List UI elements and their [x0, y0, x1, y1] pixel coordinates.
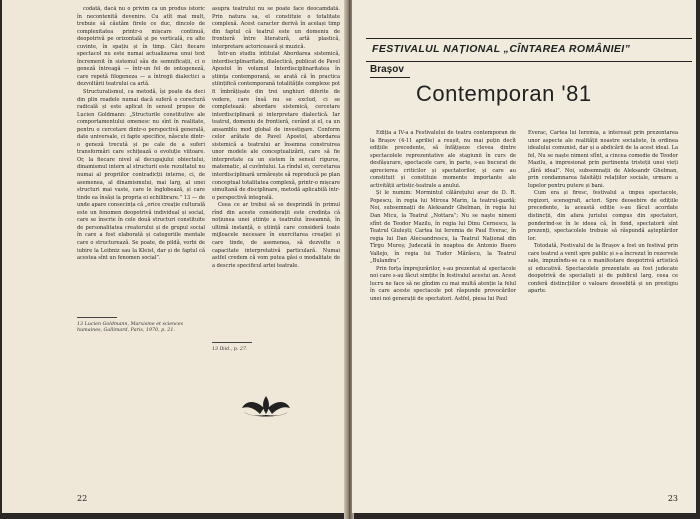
paragraph: Cum era și firesc, festivalul a impus spectacole, regizori, scenografi, actori. Spre deosebire de edițiile precedente, la această ediție s-au făcut acordate distincții, din afara juriului compus din spectatori, ponderind-se în le ideea că, în fond, spectatorii sînt prezenți, spectacolele trebuie să răspundă așteptărilor lor.	[528, 190, 678, 242]
right-column-1	[370, 130, 516, 500]
footnote: 13 Lucien Goldmann, Marxisme et sciences humaines, Gallimard, Paris, 1970, p. 21.	[77, 322, 184, 334]
paragraph: Everac, Cartea lui Ieremia, a interesat prin prezentarea unor aspecte ale realității noastre socialiste, în ordinea idealului comunist, dar și a abdicării de la acest ideal. La fel, Nu se naște nimeni sfînt, a cincea comedie de Teodor Mazilu, a impresionat prin pertinenta tristeții unei vieți „fără ideal”. Noi, subsemnații de Aleksandr Ghelman, prin condamnarea falsității relațiilor sociale, urmare a lupelor pentru putere și bani.	[528, 130, 678, 189]
paragraph: Totodată, Festivalul de la Brașov a fost un festival prin care teatrul a venit spre public și s-a încrezut în rezervele sale, impunîndu-se ca o manifestare deopotrivă artistică și educativă. Spectacolele prezentate au fost judecate deopotrivă de specialiști și de publicul larg, ceea ce conferă distincțiilor o valoare deosebită și un prestigiu aparte.	[528, 243, 678, 295]
left-column-1	[77, 6, 205, 306]
heading-rule	[370, 77, 410, 78]
page-number: 22	[77, 494, 88, 503]
right-column-2	[528, 130, 678, 500]
paragraph: Și le numim: Mormintul călărețului avar de D. R. Popescu, în regia lui Mircea Marin, la teatrul-gazdă; Noi, subsemnații de Aleksandr Ghelman, în regia lui Dan Micu, la Teatrul „Nottara”; Nu se naște nimeni sfînt de Teodor Mazilu, în regia lui Dinu Cernescu, la Teatrul Giulești; Cartea lui Ieremia de Paul Everac, în regia lui Dan Alecsandrescu, la Teatrul Național din Tîrgu Mureș; Judecată în noaptea de Antonio Buero Vallejo, în regia lui Tudor Mărăscu, la Teatrul „Bulandra”.	[370, 190, 516, 265]
paragraph: asupra teatrului nu se poate face deocamdată. Prin natura sa, el constituie o totalitate complexă. Acest caracter derivă în același timp din faptul că teatrul este un domeniu de frontieră între literatură, artă plastică, interpretare actoricească și muzică.	[212, 6, 340, 50]
footnote-rule	[77, 317, 117, 318]
city-heading: Brașov	[370, 64, 404, 75]
page-number: 23	[667, 494, 678, 503]
paragraph: Structuralismul, ca metodă, își poate da deci din plin roadele numai dacă suferă o corectură radicală și este aplicat în sensul propus de Lucien Goldmann: „Structurile constitutive ale comportamentului omenesc nu sînt în realitate, pentru o cercetare dintr-o perspectivă generală, date universale, ci fapte specifice, născute dintr-o geneză trecută și pe cale de a suferi transformări care schițează o evoluție viitoare. Or, la fiecare nivel al decupajului obiectului, dinamismul intern al structurii este rezultatul nu numai al propriilor contradicții interne, ci, de asemenea, al dinamismului, mai larg, al unei structuri mai vaste, care le înglobează, și care tinde ea însăși la propria ei echilibrare.” 13 — de unde apare consecința că „orice creație culturală este un fenomen deopotrivă individual și social, care se înscrie în cele două structuri constituite de personalitatea creatorului și de grupul social în care a fost elaborată și categoriile mentale care o structurează. Se poate, de pildă, vorbi de iubire la Leibniz sau la Kleist, dar și de faptul că acestea sînt un fenomen social”.	[77, 89, 205, 262]
right-page	[352, 0, 696, 513]
floral-ornament-icon	[238, 394, 294, 418]
left-page	[2, 0, 346, 513]
paragraph: Ediția a IV-a a Festivalului de teatru contemporan de la Brașov (4-11 aprilie) a reușit, nu mai puțin decît edițiile precedente, să înfățișeze clevea dintre spectacolele reprezentative ale stagiunii în curs de desfășurare, spectacole care, în parte, s-au bucurat de aprecierea criticilor și spectatorilor, și care au constituit și constituie momente importante ale activității artistic-teatrale a anului.	[370, 130, 516, 189]
footnote-rule	[212, 342, 252, 343]
festival-banner	[366, 38, 692, 62]
paragraph: Prin forța împrejurărilor, s-au prezentat al spectacole noi care s-au făcut simțite în festivalul acestui an. Acest lucru ne face să ne gîndim cu mai multă atenție la felul în care aceste spectacole pot răspunde provocărilor unei noi generații de spectatori. Astfel, piesa lui Paul	[370, 265, 516, 303]
banner-title: FESTIVALUL NAȚIONAL „CÎNTAREA ROMÂNIEI”	[372, 43, 631, 55]
paragraph: codată, dacă nu o privim ca un produs istoric în necontenită devenire. Cu atît mai mult, trebuie să căutăm firele ce duc, dincolo de complexitatea printr-o mișcare continuă, deopotrivă pe orizontală și pe verticală, cu alte cuvinte, în spațiu și în timp. Căci fiecare spectacol nu este numai actualizarea unui text încremenit în sistemul său de semnificații, ci o geneză întreagă — într-un fel de ontogeneză, care repetă filogeneza — a întregii dialectici a dezvoltării teatrului ca artă.	[77, 6, 205, 88]
paragraph: Ceea ce ar trebui să se desprindă în primul rînd din aceste considerații este credința că noțiunea unei științe a teatrului înseamnă, în ultimă instanță, o știință care consideră toate mijloacele necesare în exercitarea creației și care tinde, de asemenea, să dezvolte o capacitate interpretativă particulară. Numai astfel credem că vom putea găsi o modalitate de a descrie specificul artei teatrale.	[212, 202, 340, 269]
article-title: Contemporan '81	[416, 81, 592, 106]
paragraph: Într-un studiu intitulat Abordarea sistemică, interdisciplinaritate, dialectică, publicat de Pavel Apostol în volumul Interdisciplinaritatea în știința contemporană, se arată că în practica științifică contemporană totalitățile complexe pot fi îmbrățișate din trei unghiuri diferite de vedere, care însă nu se exclud, ci se completează: abordare sistemică, cercetare interdisciplinară și interpretare dialectică. Iar teatrul, domeniu de frontieră, cerând și el, ca un ansamblu mod global de investigare. Conform celor arătate de Pavel Apostol, abordarea sistemică a teatrului ar însemna construirea unor modele ale conceptualizării, care să fie interpretate ca un sistem în sensul riguros, matematic, al cuvîntului. La rîndul ei, cercetarea interdisciplinară urmărește să reproducă pe plan conceptual totalitatea complexă, printr-o mișcare simultană de disciplinare, metodă aplicabilă într-o perspectivă integrală.	[212, 51, 340, 201]
footnote: 13 Ibid., p. 27.	[212, 347, 248, 352]
left-column-2	[212, 6, 340, 336]
